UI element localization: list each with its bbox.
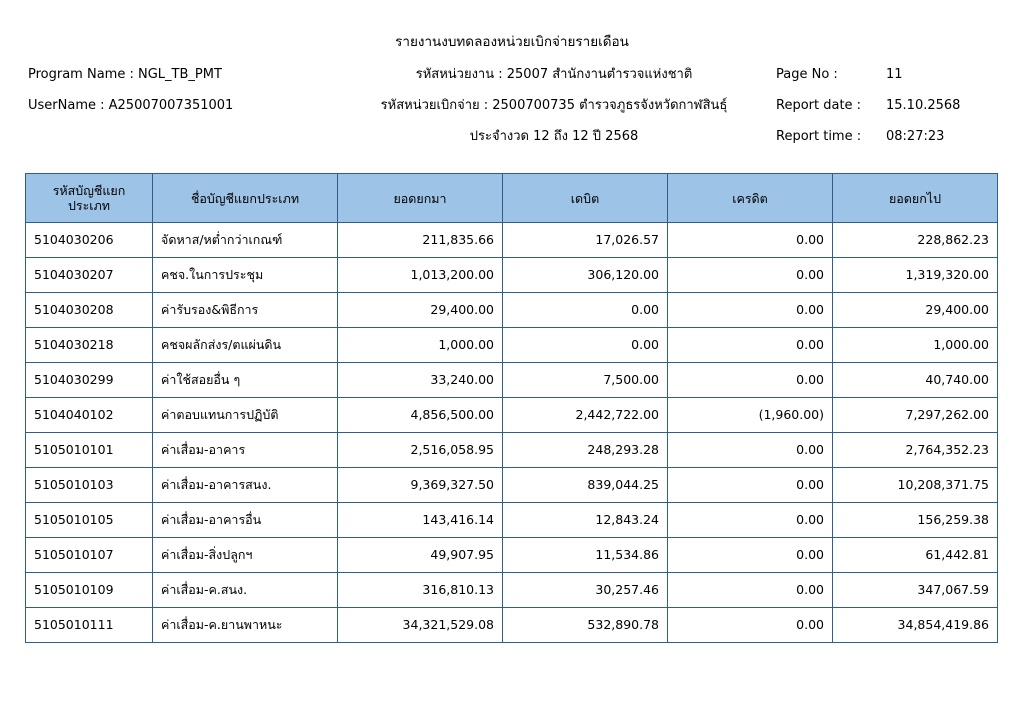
cell-debit: 30,257.46: [503, 573, 668, 608]
meta-row-1: [24, 68, 1000, 85]
report-time-field: [750, 130, 1000, 144]
cell-opening-balance: 34,321,529.08: [338, 608, 503, 643]
cell-closing-balance: 2,764,352.23: [833, 433, 998, 468]
cell-opening-balance: 33,240.00: [338, 363, 503, 398]
cell-account-code: 5104030206: [26, 223, 153, 258]
username-value: A25007007351001: [108, 98, 234, 113]
cell-opening-balance: 211,835.66: [338, 223, 503, 258]
cell-credit: 0.00: [668, 538, 833, 573]
table-row: [26, 398, 998, 433]
table-row: [26, 573, 998, 608]
cell-credit: 0.00: [668, 573, 833, 608]
cell-credit: 0.00: [668, 363, 833, 398]
cell-opening-balance: 316,810.13: [338, 573, 503, 608]
cell-opening-balance: 2,516,058.95: [338, 433, 503, 468]
cell-opening-balance: 143,416.14: [338, 503, 503, 538]
report-date-field: [750, 99, 1000, 113]
page-no-label: Page No :: [776, 67, 838, 82]
cell-credit: 0.00: [668, 223, 833, 258]
cell-closing-balance: 1,000.00: [833, 328, 998, 363]
cell-closing-balance: 1,319,320.00: [833, 258, 998, 293]
cell-closing-balance: 61,442.81: [833, 538, 998, 573]
cell-opening-balance: 29,400.00: [338, 293, 503, 328]
table-row: [26, 503, 998, 538]
column-header-credit: เครดิต: [668, 174, 833, 223]
table-row: [26, 328, 998, 363]
table-row: [26, 258, 998, 293]
cell-account-name: ค่าตอบแทนการปฏิบัติ: [153, 398, 338, 433]
table-body: [26, 223, 998, 643]
cell-account-code: 5105010105: [26, 503, 153, 538]
report-date-value: 15.10.2568: [886, 98, 961, 113]
username-field: [24, 99, 358, 113]
cell-debit: 0.00: [503, 293, 668, 328]
cell-account-name: ค่าเสื่อม-อาคาร: [153, 433, 338, 468]
meta-row-3: [24, 130, 1000, 147]
table-row: [26, 433, 998, 468]
cell-account-name: คชจ.ในการประชุม: [153, 258, 338, 293]
report-date-label: Report date :: [776, 98, 862, 113]
column-header-code: รหัสบัญชีแยกประเภท: [26, 174, 153, 223]
column-header-debit: เดบิต: [503, 174, 668, 223]
cell-opening-balance: 1,000.00: [338, 328, 503, 363]
cell-account-code: 5104040102: [26, 398, 153, 433]
cell-account-name: ค่าใช้สอยอื่น ๆ: [153, 363, 338, 398]
table-row: [26, 468, 998, 503]
cell-closing-balance: 34,854,419.86: [833, 608, 998, 643]
ledger-table: [25, 173, 998, 643]
cell-account-name: ค่ารับรอง&พิธีการ: [153, 293, 338, 328]
table-row: [26, 538, 998, 573]
cell-credit: (1,960.00): [668, 398, 833, 433]
cell-debit: 2,442,722.00: [503, 398, 668, 433]
cell-credit: 0.00: [668, 258, 833, 293]
cell-credit: 0.00: [668, 328, 833, 363]
page-no-field: [750, 68, 1000, 82]
cell-credit: 0.00: [668, 503, 833, 538]
cell-debit: 306,120.00: [503, 258, 668, 293]
cell-debit: 839,044.25: [503, 468, 668, 503]
program-name-field: [24, 68, 358, 82]
cell-credit: 0.00: [668, 608, 833, 643]
cell-opening-balance: 4,856,500.00: [338, 398, 503, 433]
cell-debit: 12,843.24: [503, 503, 668, 538]
cell-credit: 0.00: [668, 293, 833, 328]
program-name-label: Program Name :: [28, 67, 134, 82]
cell-debit: 7,500.00: [503, 363, 668, 398]
column-header-closing: ยอดยกไป: [833, 174, 998, 223]
cell-opening-balance: 49,907.95: [338, 538, 503, 573]
cell-account-name: ค่าเสื่อม-อาคารอื่น: [153, 503, 338, 538]
column-header-opening: ยอดยกมา: [338, 174, 503, 223]
cell-closing-balance: 228,862.23: [833, 223, 998, 258]
report-time-label: Report time :: [776, 129, 862, 144]
cell-account-code: 5104030218: [26, 328, 153, 363]
table-row: [26, 608, 998, 643]
cell-debit: 0.00: [503, 328, 668, 363]
report-meta: [24, 68, 1000, 147]
unit-line: รหัสหน่วยเบิกจ่าย : 2500700735 ตำรวจภูธรจังหวัดกาฬสินธุ์: [380, 98, 728, 113]
cell-account-code: 5105010111: [26, 608, 153, 643]
cell-closing-balance: 29,400.00: [833, 293, 998, 328]
cell-closing-balance: 156,259.38: [833, 503, 998, 538]
page-no-value: 11: [886, 67, 903, 82]
cell-debit: 11,534.86: [503, 538, 668, 573]
cell-account-code: 5105010107: [26, 538, 153, 573]
cell-debit: 17,026.57: [503, 223, 668, 258]
table-row: [26, 223, 998, 258]
cell-credit: 0.00: [668, 433, 833, 468]
cell-account-name: ค่าเสื่อม-อาคารสนง.: [153, 468, 338, 503]
cell-account-name: คชจผลักส่งร/ตแผ่นดิน: [153, 328, 338, 363]
cell-account-code: 5105010101: [26, 433, 153, 468]
table-header-row: [26, 174, 998, 223]
cell-account-code: 5105010109: [26, 573, 153, 608]
cell-account-name: ค่าเสื่อม-ค.สนง.: [153, 573, 338, 608]
cell-opening-balance: 1,013,200.00: [338, 258, 503, 293]
cell-closing-balance: 10,208,371.75: [833, 468, 998, 503]
cell-debit: 248,293.28: [503, 433, 668, 468]
cell-closing-balance: 347,067.59: [833, 573, 998, 608]
cell-account-name: ค่าเสื่อม-สิ่งปลูกฯ: [153, 538, 338, 573]
cell-credit: 0.00: [668, 468, 833, 503]
cell-account-name: ค่าเสื่อม-ค.ยานพาหนะ: [153, 608, 338, 643]
cell-opening-balance: 9,369,327.50: [338, 468, 503, 503]
table-row: [26, 293, 998, 328]
table-row: [26, 363, 998, 398]
report-time-value: 08:27:23: [886, 129, 945, 144]
report-title: รายงานงบทดลองหน่วยเบิกจ่ายรายเดือน: [395, 34, 629, 50]
period-line: ประจำงวด 12 ถึง 12 ปี 2568: [469, 129, 639, 144]
cell-closing-balance: 40,740.00: [833, 363, 998, 398]
cell-account-code: 5104030208: [26, 293, 153, 328]
program-name-value: NGL_TB_PMT: [138, 67, 222, 82]
cell-account-code: 5104030207: [26, 258, 153, 293]
cell-account-name: จัดหาส/หต่ำกว่าเกณฑ์: [153, 223, 338, 258]
cell-account-code: 5105010103: [26, 468, 153, 503]
meta-row-2: [24, 99, 1000, 116]
cell-debit: 532,890.78: [503, 608, 668, 643]
cell-account-code: 5104030299: [26, 363, 153, 398]
agency-line: รหัสหน่วยงาน : 25007 สำนักงานตำรวจแห่งชาติ: [415, 67, 693, 82]
column-header-name: ชื่อบัญชีแยกประเภท: [153, 174, 338, 223]
username-label: UserName :: [28, 98, 105, 113]
cell-closing-balance: 7,297,262.00: [833, 398, 998, 433]
